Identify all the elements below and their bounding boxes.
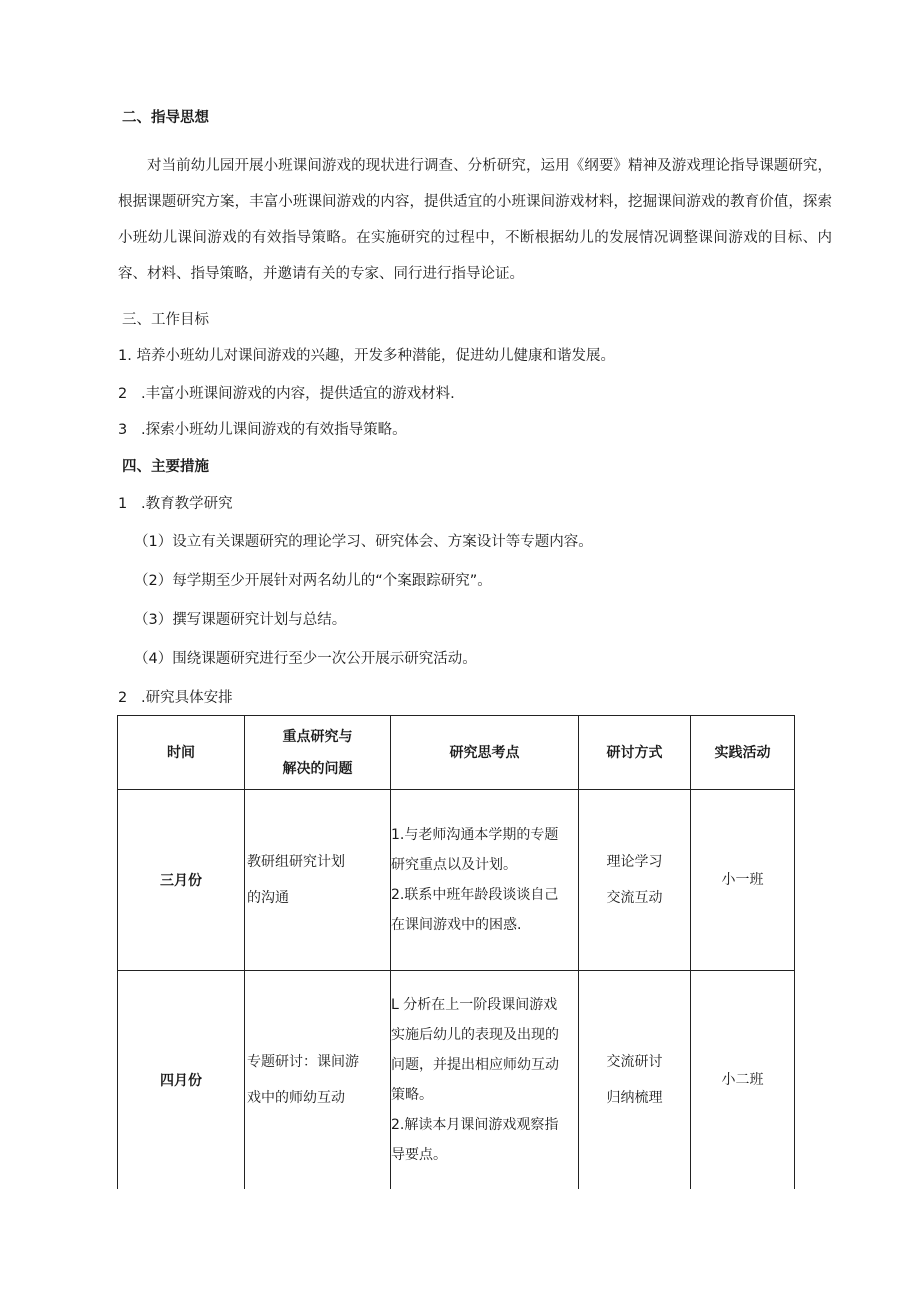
table-row bbox=[118, 790, 795, 971]
row-method-line: 归纳梳理 bbox=[606, 1089, 663, 1106]
work-goal-item: 2 .丰富小班课间游戏的内容，提供适宜的游戏材料. bbox=[118, 386, 455, 402]
row-practice: 小二班 bbox=[691, 971, 795, 1189]
header-method: 研讨方式 bbox=[579, 716, 691, 790]
section-heading-guiding-ideology: 二、指导思想 bbox=[122, 110, 209, 126]
row-focus-line: 专题研讨：课间游 bbox=[247, 1053, 359, 1070]
row-method-line: 理论学习 bbox=[606, 854, 663, 870]
row-point-line: 导要点。 bbox=[391, 1146, 447, 1163]
row-point-line: 在课间游戏中的困惑. bbox=[391, 917, 522, 933]
row-month: 三月份 bbox=[118, 790, 245, 971]
row-point-line: L 分析在上一阶段课间游戏 bbox=[391, 996, 558, 1013]
row-month: 四月份 bbox=[118, 971, 245, 1189]
measure-subheading-schedule: 2 .研究具体安排 bbox=[118, 690, 233, 706]
row-point-line: 策略。 bbox=[391, 1086, 433, 1103]
row-focus-line: 戏中的师幼互动 bbox=[247, 1089, 345, 1106]
work-goal-item: 1. 培养小班幼儿对课间游戏的兴趣，开发多种潜能，促进幼儿健康和谐发展。 bbox=[118, 348, 615, 364]
row-points bbox=[391, 971, 579, 1189]
row-method-line: 交流研讨 bbox=[606, 1053, 663, 1070]
row-focus bbox=[245, 971, 391, 1189]
section-heading-work-goals: 三、工作目标 bbox=[122, 312, 209, 328]
row-point-line: 研究重点以及计划。 bbox=[391, 857, 517, 873]
table-header-row bbox=[118, 716, 795, 790]
table-row bbox=[118, 971, 795, 1189]
row-practice: 小一班 bbox=[691, 790, 795, 971]
row-point-line: 实施后幼儿的表现及出现的 bbox=[391, 1026, 559, 1043]
row-point-line: 2.解读本月课间游戏观察指 bbox=[391, 1116, 559, 1133]
row-point-line: 1.与老师沟通本学期的专题 bbox=[391, 827, 559, 843]
row-focus-line: 的沟通 bbox=[247, 890, 289, 906]
header-focus-line1: 重点研究与 bbox=[282, 728, 353, 745]
section-heading-main-measures: 四、主要措施 bbox=[122, 459, 209, 475]
research-schedule-table bbox=[117, 715, 795, 1189]
measure-item: （2）每学期至少开展针对两名幼儿的“个案跟踪研究”。 bbox=[134, 573, 492, 589]
header-points: 研究思考点 bbox=[391, 716, 579, 790]
row-point-line: 2.联系中班年龄段谈谈自己 bbox=[391, 887, 559, 903]
row-method bbox=[579, 971, 691, 1189]
guiding-ideology-paragraph: 对当前幼儿园开展小班课间游戏的现状进行调查、分析研究，运用《纲要》精神及游戏理论指导课题研究，根据课题研究方案，丰富小班课间游戏的内容，提供适宜的小班课间游戏材料，挖掘课间游戏的教育价值，探索小班幼儿课间游戏的有效指导策略。在实施研究的过程中，不断根据幼儿的发展情况调整课间游戏的目标、内容、材料、指导策略，并邀请有关的专家、同行进行指导论证。 bbox=[118, 158, 832, 282]
header-practice: 实践活动 bbox=[691, 716, 795, 790]
header-focus bbox=[245, 716, 391, 790]
row-focus bbox=[245, 790, 391, 971]
row-method bbox=[579, 790, 691, 971]
measure-item: （3）撰写课题研究计划与总结。 bbox=[134, 612, 347, 628]
row-focus-line: 教研组研究计划 bbox=[247, 854, 345, 870]
row-point-line: 问题，并提出相应师幼互动 bbox=[391, 1056, 559, 1073]
measure-item: （4）围绕课题研究进行至少一次公开展示研究活动。 bbox=[134, 651, 477, 667]
measure-subheading-teaching-research: 1 .教育教学研究 bbox=[118, 496, 233, 512]
header-focus-line2: 解决的问题 bbox=[282, 760, 353, 777]
work-goal-item: 3 .探索小班幼儿课间游戏的有效指导策略。 bbox=[118, 422, 407, 438]
header-time: 时间 bbox=[118, 716, 245, 790]
measure-item: （1）设立有关课题研究的理论学习、研究体会、方案设计等专题内容。 bbox=[134, 534, 593, 550]
row-points bbox=[391, 790, 579, 971]
row-method-line: 交流互动 bbox=[606, 890, 663, 906]
